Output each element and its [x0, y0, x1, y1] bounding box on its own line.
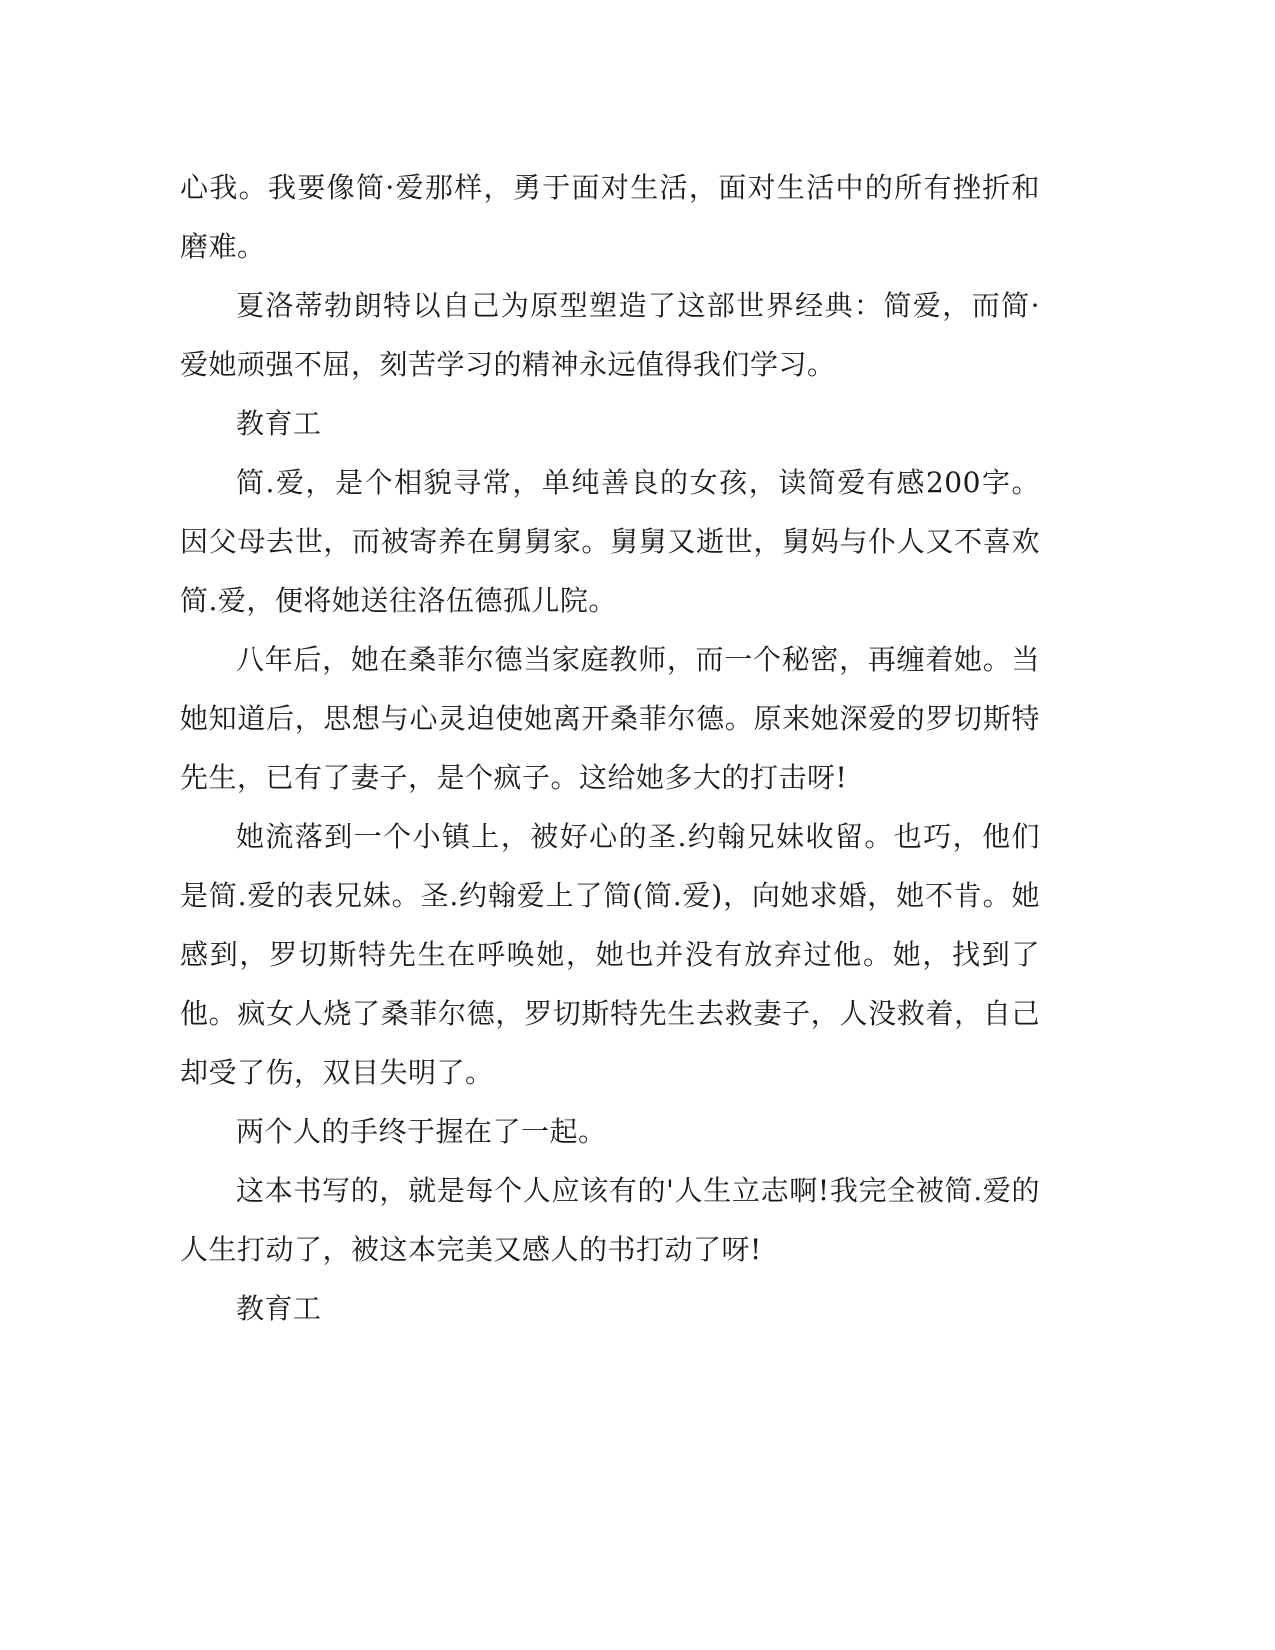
paragraph: 这本书写的，就是每个人应该有的'人生立志啊!我完全被简.爱的人生打动了，被这本完美又感人的书打动了呀! — [180, 1174, 1040, 1266]
paragraph: 两个人的手终于握在了一起。 — [236, 1115, 607, 1148]
paragraph: 心我。我要像简·爱那样，勇于面对生活，面对生活中的所有挫折和磨难。 — [180, 171, 1040, 263]
paragraph-label: 教育工 — [236, 407, 322, 440]
paragraph: 夏洛蒂勃朗特以自己为原型塑造了这部世界经典：简爱，而简·爱她顽强不屈，刻苦学习的精神永远值得我们学习。 — [180, 289, 1040, 381]
paragraph-label: 教育工 — [236, 1292, 322, 1325]
document-body — [180, 158, 1040, 1338]
paragraph: 八年后，她在桑菲尔德当家庭教师，而一个秘密，再缠着她。当她知道后，思想与心灵迫使她离开桑菲尔德。原来她深爱的罗切斯特先生，已有了妻子，是个疯子。这给她多大的打击呀! — [180, 643, 1040, 794]
paragraph: 她流落到一个小镇上，被好心的圣.约翰兄妹收留。也巧，他们是简.爱的表兄妹。圣.约翰爱上了简(简.爱)，向她求婚，她不肯。她感到，罗切斯特先生在呼唤她，她也并没有放弃过他。她，找到了他。疯女人烧了桑菲尔德，罗切斯特先生去救妻子，人没救着，自己却受了伤，双目失明了。 — [180, 820, 1040, 1089]
paragraph: 简.爱，是个相貌寻常，单纯善良的女孩，读简爱有感200字。因父母去世，而被寄养在舅舅家。舅舅又逝世，舅妈与仆人又不喜欢简.爱，便将她送往洛伍德孤儿院。 — [180, 466, 1040, 617]
